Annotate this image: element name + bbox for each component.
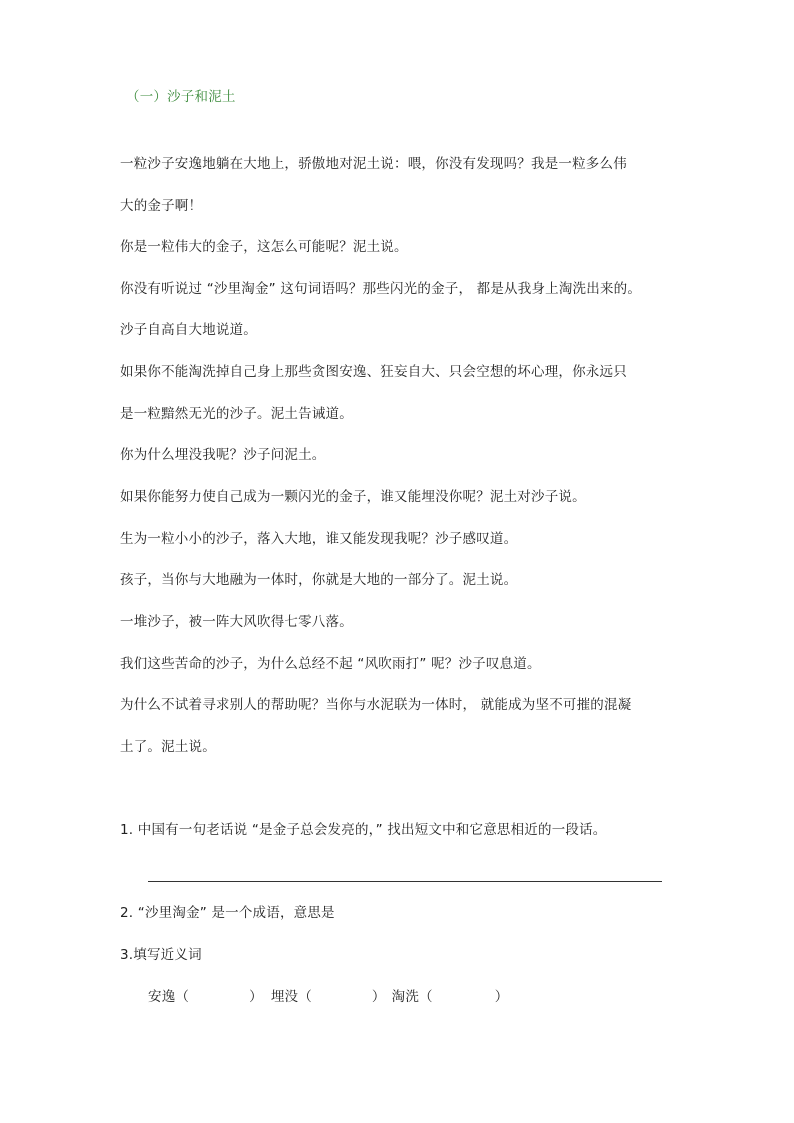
paragraph-line: 沙子自高自大地说道。 bbox=[120, 322, 257, 338]
paragraph-line: 生为一粒小小的沙子，落入大地，谁又能发现我呢？沙子感叹道。 bbox=[120, 531, 518, 547]
paragraph-line: 你为什么埋没我呢？沙子问泥土。 bbox=[120, 447, 326, 463]
paragraph-line: 土了。泥土说。 bbox=[120, 739, 216, 755]
synonym-word: 淘洗 bbox=[391, 989, 420, 1005]
bracket-open: （ bbox=[298, 989, 312, 1005]
paragraph-line: 你没有听说过 “沙里淘金” 这句词语吗？那些闪光的金子， 都是从我身上淘洗出来的。 bbox=[120, 281, 642, 297]
synonym-word: 安逸 bbox=[148, 989, 176, 1005]
question-2: 2. “沙里淘金” 是一个成语，意思是 bbox=[120, 905, 335, 921]
synonym-word: 埋没 bbox=[270, 989, 299, 1005]
paragraph-line: 是一粒黯然无光的沙子。泥土告诫道。 bbox=[120, 406, 353, 422]
paragraph-line: 如果你不能淘洗掉自己身上那些贪图安逸、狂妄自大、只会空想的坏心理，你永远只 bbox=[120, 364, 627, 380]
paragraph-line: 你是一粒伟大的金子，这怎么可能呢？泥土说。 bbox=[120, 239, 408, 255]
paragraph-line: 为什么不试着寻求别人的帮助呢？当你与水泥联为一体时， 就能成为坚不可摧的混凝 bbox=[120, 697, 632, 713]
section-title: （一）沙子和泥土 bbox=[126, 89, 236, 105]
paragraph-line: 如果你能努力使自己成为一颗闪光的金子，谁又能埋没你呢？泥土对沙子说。 bbox=[120, 489, 586, 505]
question-3: 3.填写近义词 bbox=[120, 947, 202, 963]
paragraph-line: 孩子，当你与大地融为一体时，你就是大地的一部分了。泥土说。 bbox=[120, 572, 518, 588]
question-1: 1. 中国有一句老话说 “是金子总会发亮的，” 找出短文中和它意思相近的一段话。 bbox=[120, 822, 607, 838]
bracket-close: ） bbox=[249, 989, 263, 1005]
paragraph-line: 一粒沙子安逸地躺在大地上，骄傲地对泥土说：喂，你没有发现吗？我是一粒多么伟 bbox=[120, 156, 627, 172]
answer-line bbox=[148, 881, 662, 882]
bracket-close: ） bbox=[494, 989, 509, 1005]
synonym-row bbox=[148, 987, 508, 1007]
bracket-close: ） bbox=[371, 989, 386, 1005]
paragraph-line: 一堆沙子，被一阵大风吹得七零八落。 bbox=[120, 614, 353, 630]
bracket-open: （ bbox=[175, 989, 190, 1005]
paragraph-line: 大的金子啊！ bbox=[120, 198, 203, 214]
paragraph-line: 我们这些苦命的沙子，为什么总经不起 “风吹雨打” 呢？沙子叹息道。 bbox=[120, 656, 541, 672]
bracket-open: （ bbox=[419, 989, 433, 1005]
